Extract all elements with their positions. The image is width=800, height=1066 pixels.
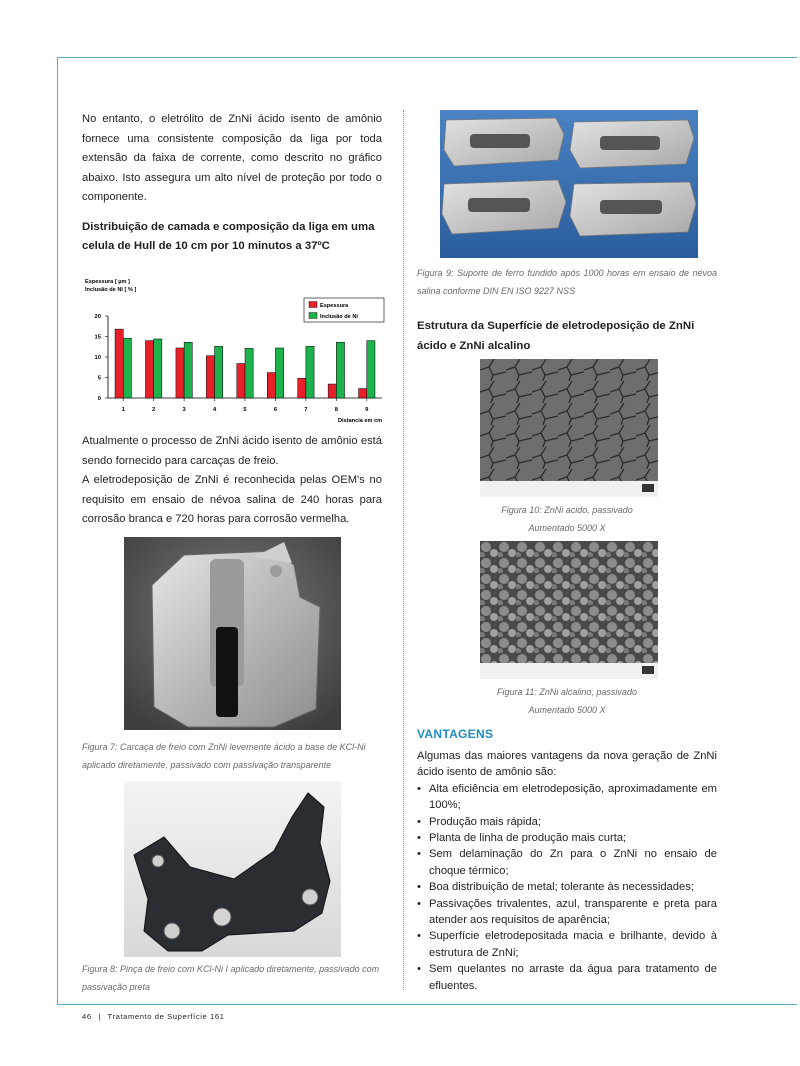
bar-espessura (267, 373, 275, 398)
x-tick-label: 2 (152, 407, 156, 413)
bar-inclusao (123, 338, 131, 398)
footer-separator: | (98, 1012, 101, 1021)
vantagens-title: VANTAGENS (417, 727, 494, 741)
bar-inclusao (245, 348, 253, 398)
list-item: • Alta eficiência em eletrodeposição, aproximadamente em 100%; (417, 781, 717, 814)
fig7-caption-block (82, 738, 382, 774)
chart-ylabel-1: Espessura [ µm ] (85, 279, 130, 285)
fig11-caption-line2: Aumentado 5000 X (528, 705, 606, 715)
chart-ylabel-2: Inclusão de Ni [ % ] (85, 287, 137, 293)
bar-inclusao (336, 342, 344, 398)
y-tick-label: 0 (97, 396, 101, 402)
list-item: • Passivações trivalentes, azul, transparente e preta para atender aos requisitos de aparência; (417, 896, 717, 929)
bar-inclusao (306, 346, 314, 398)
fig10-caption-line1: Figura 10: ZnNi acido, passivado (501, 505, 633, 515)
y-tick-label: 10 (94, 355, 101, 361)
x-tick-label: 8 (334, 407, 338, 413)
chart-svg (80, 272, 400, 432)
hull-cell-chart (80, 272, 400, 432)
brake-housing-image (124, 537, 341, 730)
bar-inclusao (184, 342, 192, 398)
column-divider (403, 110, 404, 990)
brake-housing-photo (124, 537, 341, 730)
sem-alkaline-image (480, 541, 658, 679)
fig9-caption-block (417, 264, 717, 356)
brake-caliper-image (124, 781, 341, 957)
fig10-caption-block (417, 501, 717, 537)
x-tick-label: 3 (182, 407, 186, 413)
vantagens-section (417, 727, 717, 994)
fig8-caption-block (82, 960, 382, 996)
x-tick-label: 1 (121, 407, 125, 413)
y-tick-label: 15 (94, 334, 101, 341)
bar-inclusao (275, 348, 283, 398)
iron-supports-photo (440, 110, 698, 258)
bar-espessura (115, 329, 123, 398)
page-footer (82, 1012, 225, 1021)
legend-label-espessura: Espessura (320, 303, 349, 309)
iron-supports-image (440, 110, 698, 258)
left-column (82, 110, 382, 257)
y-tick-label: 20 (94, 314, 101, 320)
chart-xlabel: Distancia em cm (338, 418, 383, 424)
brake-caliper-photo (124, 781, 341, 957)
vantagens-intro: Algumas das maiores vantagens da nova geração de ZnNi ácido isento de amônio são: (417, 750, 717, 779)
sem-alkaline-texture (480, 541, 658, 679)
list-item: • Boa distribuição de metal; tolerante às necessidades; (417, 879, 717, 895)
legend-label-inclusao: Inclusão de Ni (320, 314, 358, 320)
sem-acid-texture (480, 359, 658, 497)
fig11-caption-block (417, 683, 717, 719)
magazine-name: Tratamento de Superfície 161 (107, 1012, 225, 1021)
fig10-caption-line2: Aumentado 5000 X (528, 523, 606, 533)
fig8-caption: Figura 8: Pinça de freio com KCl-Ni I aplicado diretamente, passivado com passivação preta (82, 964, 380, 992)
bar-inclusao (154, 339, 162, 398)
bar-espessura (206, 356, 214, 398)
x-tick-label: 7 (304, 407, 308, 413)
bar-espessura (328, 384, 336, 398)
intro-paragraph: No entanto, o eletrólito de ZnNi ácido isento de amônio fornece uma consistente composição da liga por toda extensão da faixa de corrente, como descrito no gráfico abaixo. Isto assegura um alto nível de proteção por todo o componente. (82, 113, 382, 204)
list-item: • Planta de linha de produção mais curta; (417, 830, 717, 846)
list-item: • Sem delaminação do Zn para o ZnNi no ensaio de choque térmico; (417, 846, 717, 879)
process-paragraph: Atualmente o processo de ZnNi ácido isento de amônio está sendo fornecido para carcaças de freio. (82, 435, 382, 467)
fig7-caption: Figura 7: Carcaça de freio com ZnNi levemente ácido a base de KCl-Ni aplicado diretamente, passivado com passivação transparente (82, 742, 366, 770)
sem-acid-image (480, 359, 658, 497)
chart-legend (304, 298, 384, 322)
vantagens-list (417, 781, 717, 994)
x-tick-label: 5 (243, 407, 247, 413)
x-tick-label: 6 (273, 407, 278, 413)
list-item: • Sem quelantes no arraste da água para tratamento de efluentes. (417, 961, 717, 994)
bar-espessura (176, 348, 184, 398)
bar-espessura (298, 378, 306, 398)
page-number: 46 (82, 1012, 92, 1021)
chart-heading: Distribuição de camada e composição da liga em uma celula de Hull de 10 cm por 10 minutos a 37ºC (82, 220, 375, 253)
left-column-lower (82, 432, 382, 530)
x-tick-label: 9 (365, 407, 369, 413)
bar-inclusao (215, 346, 223, 398)
legend-swatch-espessura (309, 302, 317, 308)
oem-paragraph: A eletrodeposição de ZnNi é reconhecida pelas OEM's no requisito em ensaio de névoa salina de 240 horas para corrosão branca e 720 horas para corrosão vermelha. (82, 474, 382, 526)
bar-espessura (237, 364, 245, 398)
bar-inclusao (367, 341, 375, 398)
legend-swatch-inclusao (309, 313, 317, 319)
sem-heading: Estrutura da Superfície de eletrodeposição de ZnNi ácido e ZnNi alcalino (417, 320, 695, 352)
x-tick-label: 4 (212, 407, 217, 413)
y-tick-label: 5 (97, 375, 101, 382)
list-item: • Produção mais rápida; (417, 814, 717, 830)
fig9-caption: Figura 9: Suporte de ferro fundido após 1000 horas em ensaio de névoa salina conforme DIN EN ISO 9227 NSS (417, 268, 717, 296)
list-item: • Superfície eletrodepositada macia e brilhante, devido à estrutura de ZnNi; (417, 928, 717, 961)
bar-espessura (359, 389, 367, 398)
bar-espessura (145, 341, 153, 398)
fig11-caption-line1: Figura 11: ZnNi alcalino, passivado (497, 687, 637, 697)
